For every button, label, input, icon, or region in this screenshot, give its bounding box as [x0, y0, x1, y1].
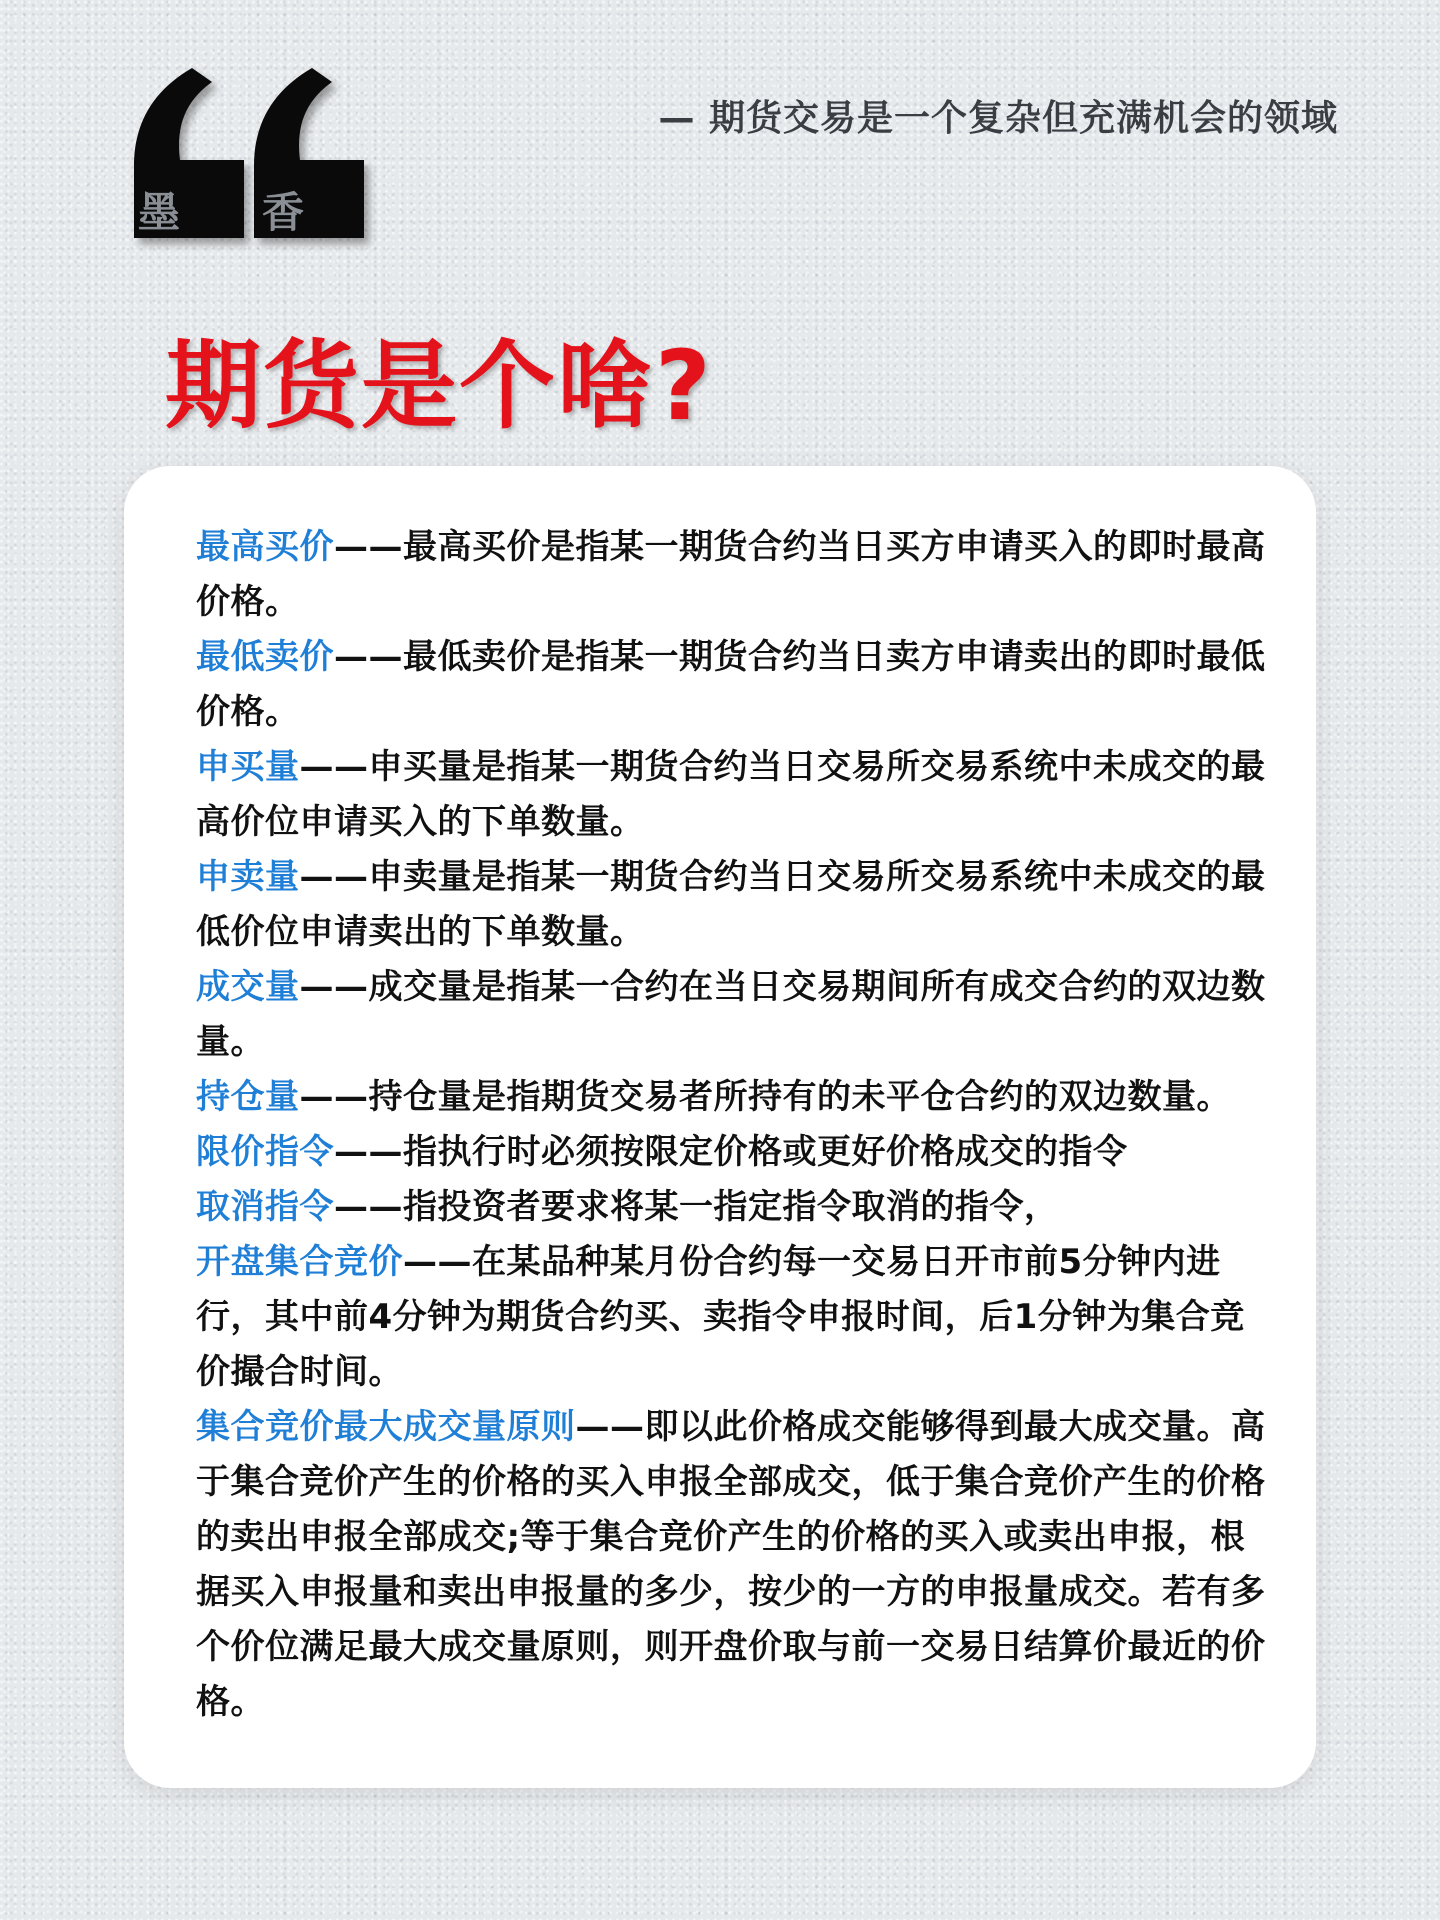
tagline: — 期货交易是一个复杂但充满机会的领域 — [658, 98, 1338, 139]
definition-term: 集合竞价最大成交量原则 — [196, 1407, 576, 1447]
definition-text: 持仓量是指期货交易者所持有的未平仓合约的双边数量。 — [368, 1077, 1231, 1117]
definition-term: 限价指令 — [196, 1132, 334, 1172]
definition-item — [196, 630, 1276, 740]
definition-separator: —— — [403, 1242, 472, 1282]
definition-term: 成交量 — [196, 967, 300, 1007]
quote-right-char: 香 — [262, 188, 305, 237]
definition-text: 申卖量是指某一期货合约当日交易所交易系统中未成交的最低价位申请卖出的下单数量。 — [196, 857, 1266, 952]
definition-text: 指投资者要求将某一指定指令取消的指令， — [403, 1187, 1059, 1227]
quote-left-char: 墨 — [138, 188, 181, 237]
definition-term: 最高买价 — [196, 527, 334, 567]
definition-separator: —— — [299, 747, 369, 787]
definitions-list — [196, 520, 1276, 1730]
definition-text: 指执行时必须按限定价格或更好价格成交的指令 — [403, 1132, 1128, 1172]
definition-term: 取消指令 — [196, 1187, 334, 1227]
definition-item — [196, 1400, 1276, 1730]
definition-text: 成交量是指某一合约在当日交易期间所有成交合约的双边数量。 — [196, 967, 1266, 1062]
definition-term: 申卖量 — [196, 857, 300, 897]
definition-item — [196, 850, 1276, 960]
definition-item — [196, 740, 1276, 850]
definition-separator: —— — [334, 1187, 403, 1227]
definition-separator: —— — [334, 1132, 403, 1172]
page-title: 期货是个啥? — [165, 330, 713, 442]
definition-item — [196, 1180, 1276, 1235]
definition-separator: —— — [334, 527, 403, 567]
quote-mark-right — [248, 62, 378, 252]
definition-term: 持仓量 — [196, 1077, 300, 1117]
definition-text: 即以此价格成交能够得到最大成交量。高于集合竞价产生的价格的买入申报全部成交，低于集合竞价产生的价格的卖出申报全部成交;等于集合竞价产生的价格的买入或卖出申报，根据买入申报量和卖出申报量的多少，按少的一方的申报量成交。若有多个价位满足最大成交量原则，则开盘价取与前一交易日结算价最近的价格。 — [196, 1407, 1266, 1722]
definition-separator: —— — [299, 967, 369, 1007]
definition-item — [196, 520, 1276, 630]
definition-text: 申买量是指某一期货合约当日交易所交易系统中未成交的最高价位申请买入的下单数量。 — [196, 747, 1266, 842]
definition-term: 申买量 — [196, 747, 300, 787]
definition-term: 最低卖价 — [196, 637, 334, 677]
quote-mark-left — [128, 62, 258, 252]
definition-text: 最低卖价是指某一期货合约当日卖方申请卖出的即时最低价格。 — [196, 637, 1266, 732]
definition-item — [196, 1235, 1276, 1400]
definition-separator: —— — [299, 857, 369, 897]
definition-item — [196, 960, 1276, 1070]
definition-text: 最高买价是指某一期货合约当日买方申请买入的即时最高价格。 — [196, 527, 1266, 622]
definition-separator: —— — [299, 1077, 369, 1117]
definition-text: 在某品种某月份合约每一交易日开市前5分钟内进行，其中前4分钟为期货合约买、卖指令申报时间，后1分钟为集合竞价撮合时间。 — [196, 1242, 1245, 1392]
definition-item — [196, 1070, 1276, 1125]
definition-separator: —— — [334, 637, 403, 677]
definitions-card — [124, 466, 1316, 1788]
definition-separator: —— — [575, 1407, 645, 1447]
definition-term: 开盘集合竞价 — [196, 1242, 403, 1282]
definition-item — [196, 1125, 1276, 1180]
